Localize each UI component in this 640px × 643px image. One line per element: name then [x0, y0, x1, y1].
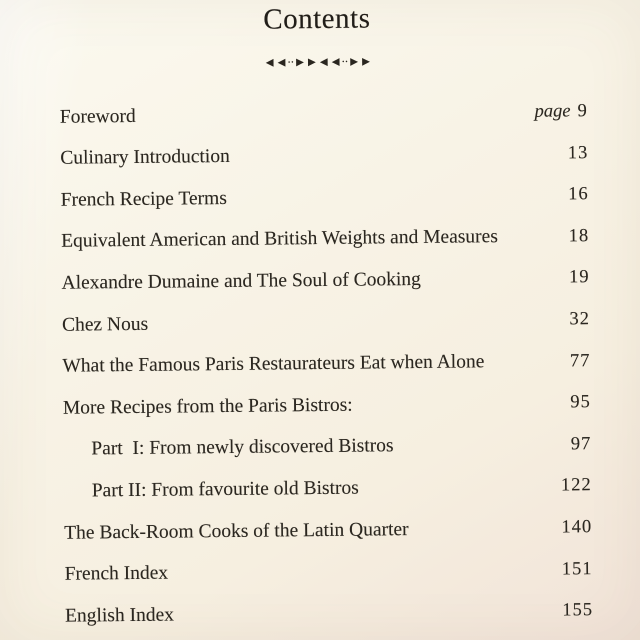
page-title: Contents: [263, 2, 371, 36]
toc-entry-page: 77: [569, 350, 591, 372]
toc-row: [62, 341, 590, 388]
toc-entry-label: Equivalent American and British Weights and Measures: [61, 226, 498, 253]
toc-entry-page: 155: [562, 600, 594, 621]
toc-entry-page: 32: [569, 309, 591, 330]
toc-row: [64, 548, 592, 595]
toc-entry-page: 140: [561, 517, 593, 538]
toc-entry-label: The Back-Room Cooks of the Latin Quarter: [64, 518, 409, 544]
page-word-prefix: page: [534, 101, 571, 122]
toc-entry-page: 18: [568, 226, 590, 247]
toc-entry-page: 13: [567, 142, 589, 164]
toc-entry-label: Part I: From newly discovered Bistros: [91, 435, 394, 460]
toc-entry-label: French Index: [64, 562, 169, 585]
toc-row: [62, 299, 590, 346]
toc-entry-page: 97: [570, 434, 592, 455]
toc-entry-label: What the Famous Paris Restaurateurs Eat when Alone: [62, 351, 485, 377]
toc-row-sub: [63, 424, 591, 471]
toc-entry-label: Foreword: [59, 105, 136, 128]
toc-entry-label: English Index: [64, 604, 175, 627]
toc-entry-label: Culinary Introduction: [60, 146, 230, 169]
table-of-contents: [0, 90, 640, 637]
toc-row: [61, 216, 589, 263]
page-number: 9: [577, 101, 588, 122]
toc-row: [60, 91, 588, 138]
toc-row: [61, 174, 589, 221]
toc-row: [63, 382, 591, 429]
toc-entry-page: [535, 101, 588, 123]
toc-row: [61, 257, 589, 304]
toc-row-sub: [64, 465, 592, 512]
arrow-ornament: ◄◄··►►◄◄··►►: [263, 53, 372, 70]
toc-entry-page: 95: [570, 392, 591, 413]
toc-entry-label: French Recipe Terms: [60, 187, 227, 211]
toc-row: [60, 133, 588, 180]
toc-entry-page: 16: [568, 184, 589, 205]
toc-entry-label: Alexandre Dumaine and The Soul of Cooking: [61, 268, 421, 294]
toc-entry-page: 151: [561, 558, 593, 580]
toc-entry-label: Part II: From favourite old Bistros: [91, 477, 359, 502]
toc-entry-page: 19: [568, 267, 590, 288]
toc-row: [64, 507, 592, 554]
toc-entry-label: Chez Nous: [61, 313, 149, 336]
toc-entry-label: More Recipes from the Paris Bistros:: [62, 394, 353, 419]
toc-entry-page: 122: [560, 475, 592, 496]
toc-row: [65, 590, 593, 637]
